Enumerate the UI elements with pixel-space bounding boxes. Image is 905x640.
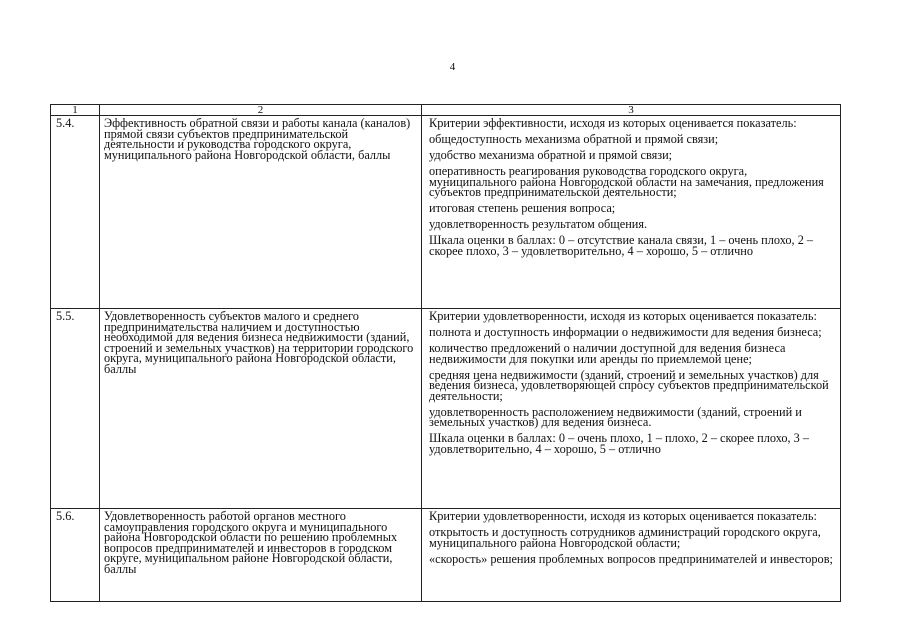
- indicator-cell: Удовлетворенность работой органов местного самоуправления городского округа и муниципального района Новгородской области по решению проблемных вопросов предпринимателей и инвесторов в городском округе, муниципальном районе Новгородской области, баллы: [100, 509, 422, 602]
- table-header-row: [51, 105, 841, 116]
- criteria-cell: [422, 309, 841, 509]
- table-row: [51, 116, 841, 309]
- criteria-paragraph: Критерии удовлетворенности, исходя из которых оценивается показатель:: [429, 309, 817, 323]
- criteria-paragraph: средняя цена недвижимости (зданий, строений и земельных участков) для ведения бизнеса, удовлетворяющей спросу субъектов предпринимательской деятельности;: [429, 367, 829, 403]
- criteria-table: [50, 104, 841, 602]
- criteria-paragraph: удовлетворенность расположением недвижимости (зданий, строений и земельных участков) для ведения бизнеса.: [429, 404, 802, 429]
- criteria-paragraph: Критерии эффективности, исходя из которых оценивается показатель:: [429, 116, 797, 130]
- criteria-paragraph: итоговая степень решения вопроса;: [429, 201, 616, 215]
- indicator-cell: Удовлетворенность субъектов малого и среднего предпринимательства наличием и доступностью необходимой для ведения бизнеса недвижимости (зданий, строений и земельных участков) на территории городского округа, муниципального района Новгородской области, баллы: [100, 309, 422, 509]
- column-header-3: 3: [422, 105, 841, 116]
- row-number: 5.4.: [51, 116, 100, 309]
- criteria-paragraph: количество предложений о наличии доступной для ведения бизнеса недвижимости для покупки или аренды по приемлемой цене;: [429, 341, 786, 366]
- criteria-paragraph: оперативность реагирования руководства городского округа, муниципального района Новгородской области на замечания, предложения субъектов предпринимательской деятельности;: [429, 164, 824, 199]
- table-row: [51, 309, 841, 509]
- rating-scale: Шкала оценки в баллах: 0 – отсутствие канала связи, 1 – очень плохо, 2 – скорее плохо, 3 – удовлетворительно, 4 – хорошо, 5 – отлично: [429, 233, 814, 258]
- criteria-paragraph: удовлетворенность результатом общения.: [429, 217, 648, 231]
- row-number: 5.5.: [51, 309, 100, 509]
- rating-scale: Шкала оценки в баллах: 0 – очень плохо, 1 – плохо, 2 – скорее плохо, 3 – удовлетворительно, 4 – хорошо, 5 – отлично: [429, 431, 810, 456]
- criteria-paragraph: полнота и доступность информации о недвижимости для ведения бизнеса;: [429, 325, 822, 339]
- criteria-paragraph: удобство механизма обратной и прямой связи;: [429, 148, 673, 162]
- page-number: 4: [449, 61, 456, 73]
- column-header-1: 1: [51, 105, 100, 116]
- table-row: [51, 509, 841, 602]
- column-header-2: 2: [100, 105, 422, 116]
- criteria-cell: [422, 116, 841, 309]
- criteria-paragraph: открытость и доступность сотрудников администраций городского округа, муниципального района Новгородской области;: [429, 525, 821, 550]
- row-number: 5.6.: [51, 509, 100, 602]
- criteria-paragraph: общедоступность механизма обратной и прямой связи;: [429, 132, 719, 146]
- criteria-paragraph: Критерии удовлетворенности, исходя из которых оценивается показатель:: [429, 509, 817, 523]
- criteria-paragraph: «скорость» решения проблемных вопросов предпринимателей и инвесторов;: [429, 551, 833, 566]
- indicator-cell: Эффективность обратной связи и работы канала (каналов) прямой связи субъектов предпринимательской деятельности и руководства городского округа, муниципального района Новгородской области, баллы: [100, 116, 422, 309]
- criteria-cell: [422, 509, 841, 602]
